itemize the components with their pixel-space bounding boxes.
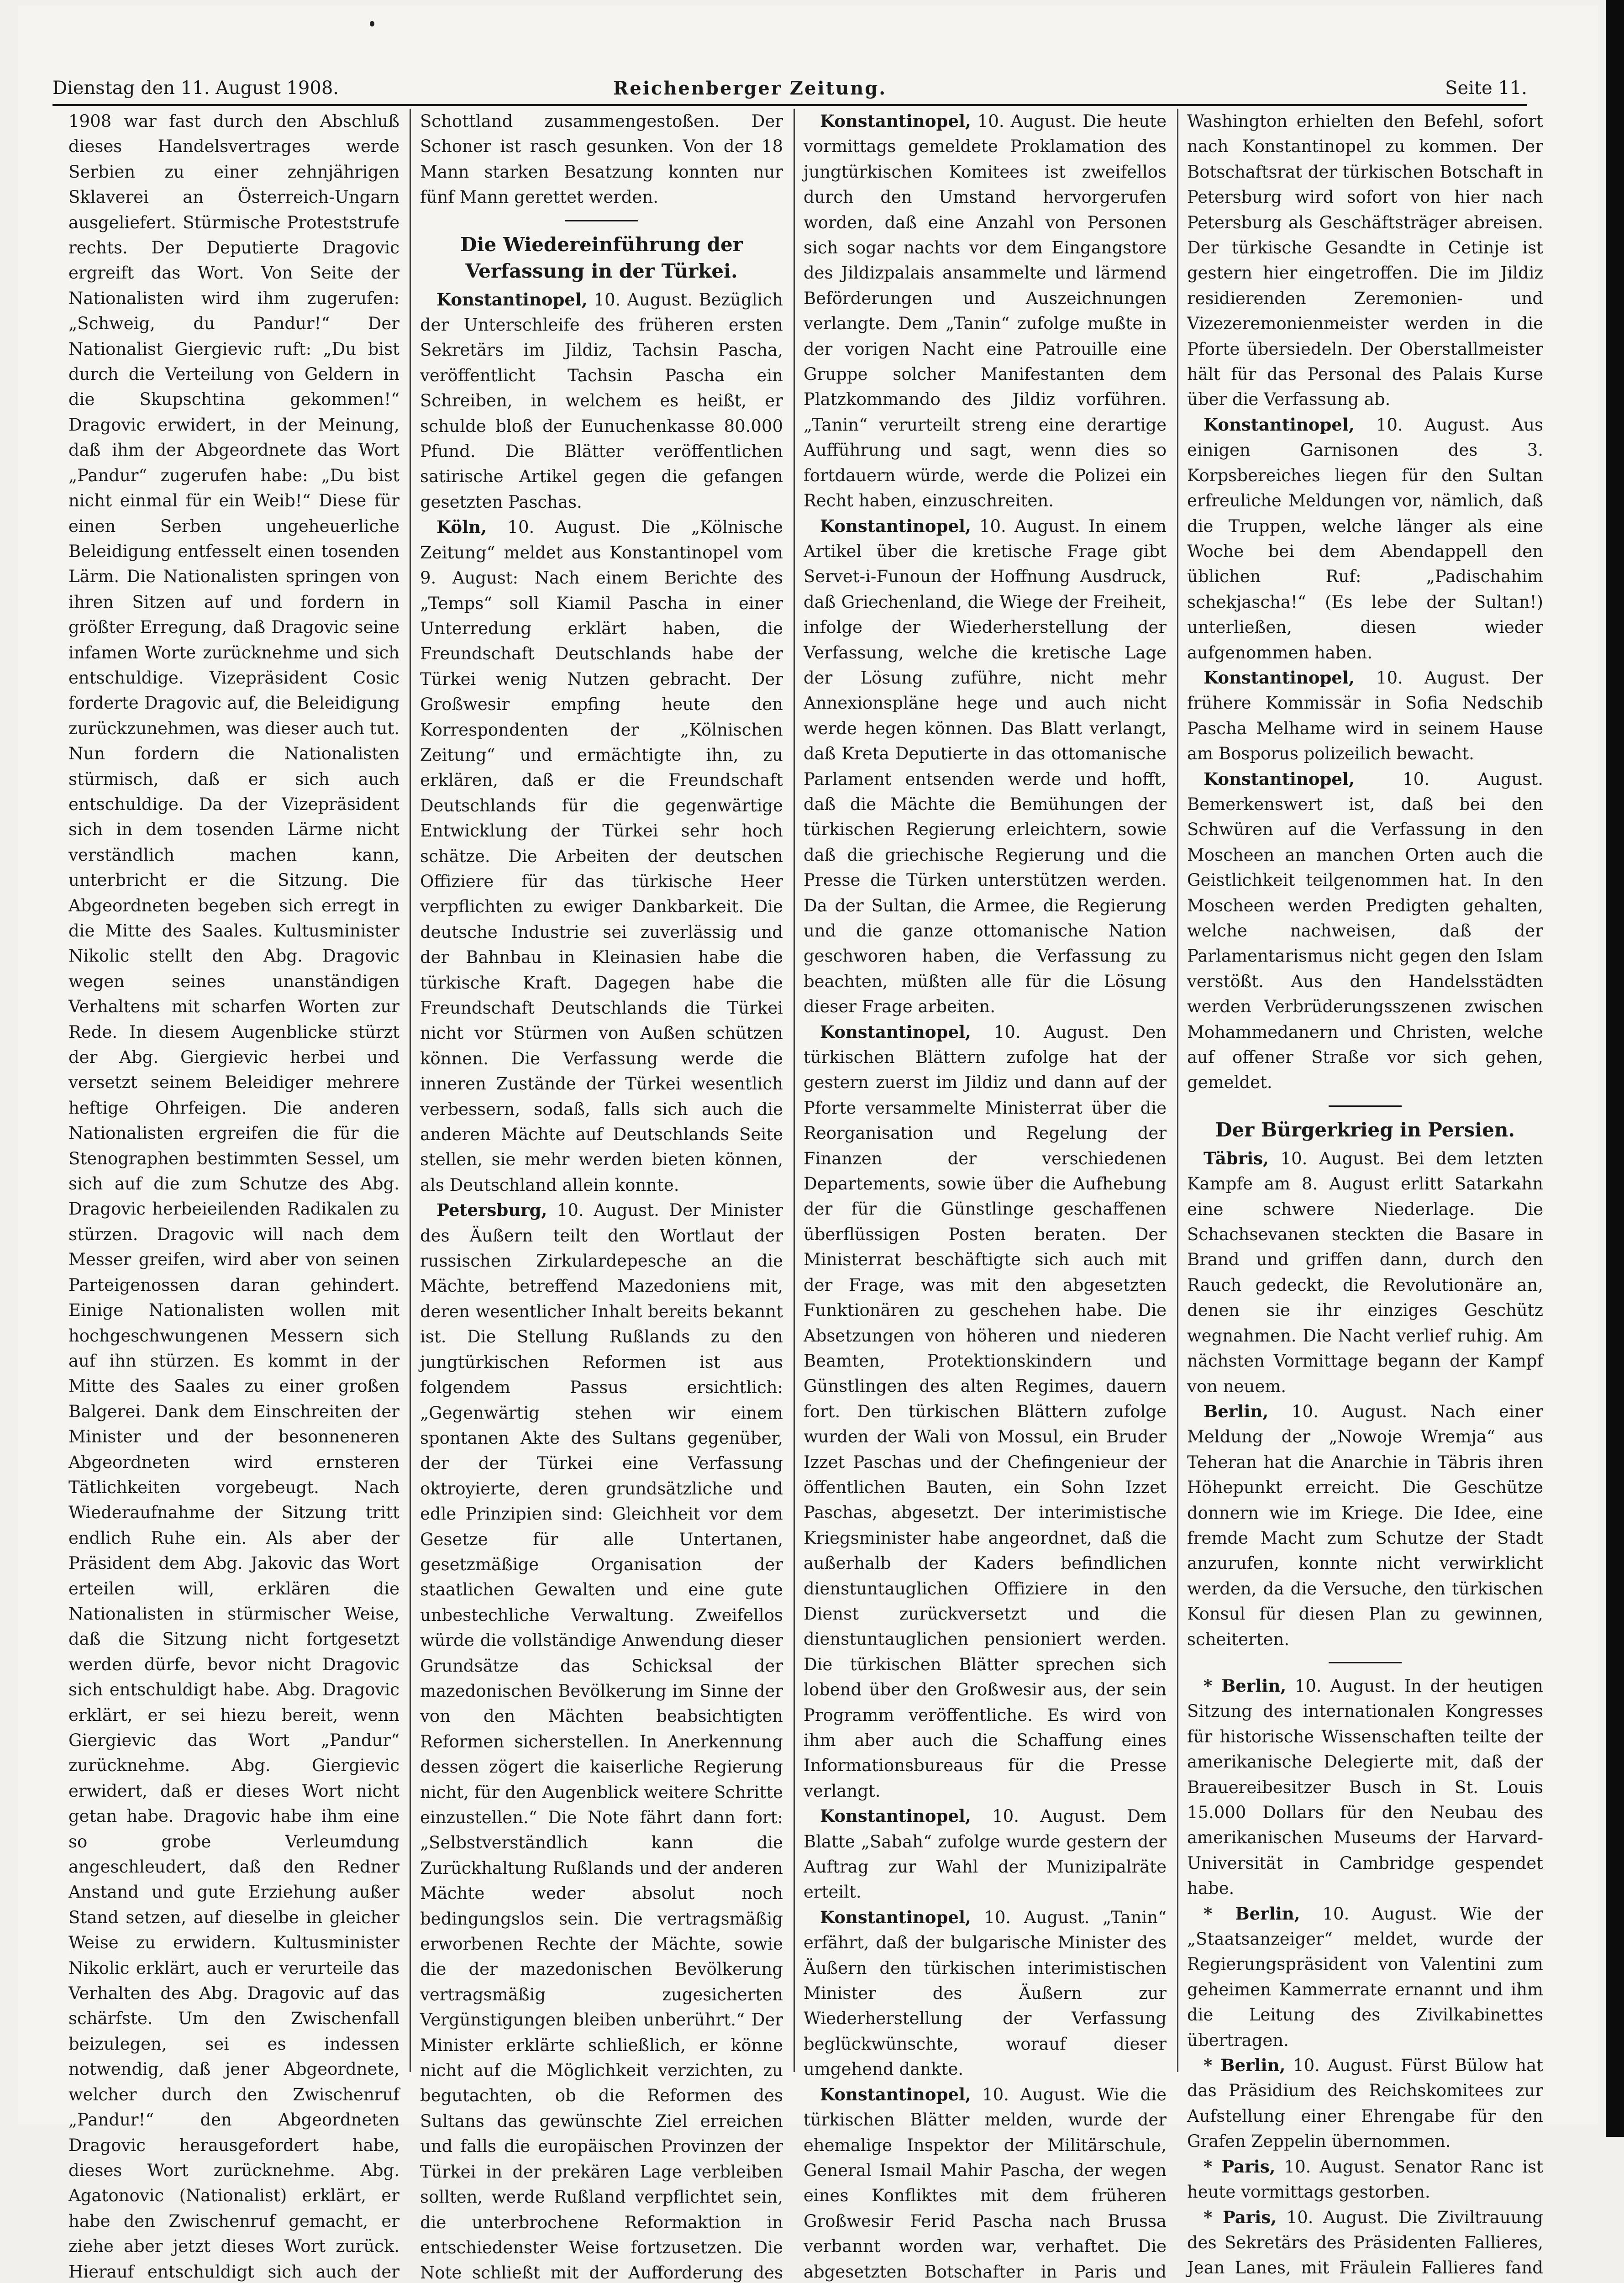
article-petersburg	[420, 1198, 783, 2283]
scan-speck	[370, 21, 374, 26]
scan-binding-edge	[1606, 0, 1624, 2137]
article-serbia-text: 1908 war fast durch den Abschluß dieses Handelsvertrages werde Serbien zu einer zehnjährigen Sklaverei an Österreich-Ungarn ausgeliefert. Stürmische Proteststrufe rechts. Der Deputierte Dragovic ergreift das Wort. Von Seite der Nationalisten wird ihm zugerufen: „Schweig, du Pandur!“ Der Nationalist Giergievic ruft: „Du bist durch die Verteilung von Geldern in die Skupschtina gekommen!“ Dragovic erwidert, in der Meinung, daß ihm der Abgeordnete das Wort „Pandur“ zugerufen habe: „Du bist nicht einmal für ein Weib!“ Diese für einen Serben ungeheuerliche Beleidigung entfesselt einen tosenden Lärm. Die Nationalisten springen von ihren Sitzen auf und fordern in größter Erregung, daß Dragovic seine infamen Worte zurücknehme und sich entschuldige. Vizepräsident Cosic forderte Dragovic auf, die Beleidigung zurückzunehmen, was dieser auch tut. Nun fordern die Nationalisten stürmisch, daß er sich auch entschuldige. Da der Vizepräsident sich in dem tosenden Lärme nicht verständlich machen kann, unterbricht er die Sitzung. Die Abgeordneten begeben sich erregt in die Mitte des Saales. Kultusminister Nikolic stellt den Abg. Dragovic wegen seines unanständigen Verhaltens mit scharfen Worten zur Rede. In diesem Augenblicke stürzt der Abg. Giergievic herbei und versetzt seinem Beleidiger mehrere heftige Ohrfeigen. Die anderen Nationalisten ergreifen die für die Stenographen bestimmten Sessel, um sich auf die zum Schutze des Abg. Dragovic herbeieilenden Radikalen zu stürzen. Dragovic will nach dem Messer greifen, wird aber von seinen Parteigenossen daran gehindert. Einige Nationalisten wollen mit hochgeschwungenen Messern sich auf ihn stürzen. Es kommt in der Mitte des Saales zu einer großen Balgerei. Dank dem Einschreiten der Minister und der besonneneren Abgeordneten wird ernsteren Tätlichkeiten vorgebeugt. Nach Wiederaufnahme der Sitzung tritt endlich Ruhe ein. Als aber der Präsident dem Abg. Jakovic das Wort erteilen will, erklären die Nationalisten in stürmischer Weise, daß die Sitzung nicht fortgesetzt werden dürfe, bevor nicht Dragovic sich entschuldigt habe. Abg. Dragovic erklärt, er sei hiezu bereit, wenn Giergievic das Wort „Pandur“ zurücknehme. Abg. Giergievic erwidert, daß er dieses Wort nicht getan habe. Dragovic habe ihm eine so grobe Verleumdung angeschleudert, daß den Redner Anstand und gute Erziehung außer Stand setzen, auf dieselbe in gleicher Weise zu erwidern. Kultusminister Nikolic erklärt, auch er verurteile das Verhalten des Abg. Dragovic auf das schärfste. Um den Zwischenfall beizulegen, sei es indessen notwendig, daß jener Abgeordnete, welcher durch den Zwischenruf „Pandur!“ den Abgeordneten Dragovic herausgefordert habe, dieses Wort zurücknehme. Abg. Agatonovic (Nationalist) erklärt, er habe den Zwischenruf gemacht, er ziehe aber jetzt dieses Wort zurück. Hierauf entschuldigt sich auch der	[68, 109, 399, 2283]
article-divider	[1329, 1662, 1402, 1663]
dateline-berlin: * Berlin,	[1204, 1904, 1300, 1924]
dateline-berlin: * Berlin,	[1204, 2055, 1285, 2075]
article-berlin-4	[1187, 2053, 1543, 2154]
article-k5	[804, 1804, 1167, 1905]
article-divider	[1329, 1105, 1402, 1107]
k3-text: 10. August. In einem Artikel über die kretische Frage gibt Servet-i-Funoun der Hoffnung Ausdruck, daß Griechenland, die Wiege der Freiheit, infolge der Wiederherstellung der Verfassung, welche die kretische Lage der Lösung zuführe, nicht mehr Annexionspläne hege und auch nicht werde hegen können. Das Blatt verlangt, daß Kreta Deputierte in das ottomanische Parlament entsenden werde und hofft, daß die Mächte die Bemühungen der türkischen Regierung erleichtern, sowie daß die griechische Regierung und die Presse die Türken unterstützen werden. Da der Sultan, die Armee, die Regierung und die ganze ottomanische Nation geschworen haben, die Verfassung zu beachten, müßten alle für die Lösung dieser Frage arbeiten.	[804, 516, 1167, 1017]
column-rule	[794, 109, 795, 2072]
berlin-3-text: 10. August. Wie der „Staatsanzeiger“ meldet, wurde der Regierungspräsident von Valentini zum geheimen Kammerrate ernannt und ihm die Leitung des Zivilkabinettes übertragen.	[1187, 1904, 1543, 2050]
dateline-konstantinopel: Konstantinopel,	[1204, 415, 1355, 435]
koeln-text: 10. August. Die „Kölnische Zeitung“ meldet aus Konstantinopel vom 9. August: Nach einem Berichte des „Temps“ soll Kiamil Pascha in einer Unterredung erklärt haben, die Freundschaft Deutschlands habe der Türkei wenig Nutzen gebracht. Der Großwesir empfing heute den Korrespondenten der „Kölnischen Zeitung“ und ermächtigte ihn, zu erklären, daß er die Freundschaft Deutschlands für die gegenwärtige Entwicklung der Türkei sehr hoch schätze. Die Arbeiten der deutschen Offiziere für das türkische Heer verpflichten zu ewiger Dankbarkeit. Die deutsche Industrie sei zuverlässig und der Bahnbau in Kleinasien habe die türkische Kraft. Dagegen habe die Freundschaft Deutschlands die Türkei nicht vor Stürmen von Außen schützen können. Die Verfassung werde die inneren Zustände der Türkei wesentlich verbessern, sodaß, falls sich auch die anderen Mächte auf Deutschlands Seite stellen, sie mehr werden bieten können, als Deutschland allein konnte.	[420, 517, 783, 1195]
column-rule	[1177, 109, 1178, 2072]
dateline-berlin: Berlin,	[1204, 1401, 1268, 1421]
dateline-konstantinopel: Konstantinopel,	[820, 1022, 971, 1042]
taebris-text: 10. August. Bei dem letzten Kampfe am 8. August erlitt Satarkahn eine schwere Niederlage. Die Schachsevanen steckten die Basare in Brand und griffen dann, durch den Rauch gedeckt, die Revolutionäre an, denen sie ihr einziges Geschütz wegnahmen. Die Nacht verlief ruhig. Am nächsten Vormittage begann der Kampf von neuem.	[1187, 1149, 1543, 1396]
dateline-taebris: Täbris,	[1204, 1148, 1269, 1168]
petersburg-text: 10. August. Der Minister des Äußern teilt den Wortlaut der russischen Zirkulardepesche an die Mächte, betreffend Mazedoniens mit, deren wesentlicher Inhalt bereits bekannt ist. Die Stellung Rußlands zu den jungtürkischen Reformen ist aus folgendem Passus ersichtlich: „Gegenwärtig stehen wir einem spontanen Akte des Sultans gegenüber, der der Türkei eine Verfassung oktroyierte, deren grundsätzliche und edle Prinzipien sind: Gleichheit vor dem Gesetze für alle Untertanen, gesetzmäßige Organisation der staatlichen Gewalten und eine gute unbestechliche Verwaltung. Zweifellos würde die vollständige Anwendung dieser Grundsätze das Schicksal der mazedonischen Bevölkerung im Sinne der von den Mächten beabsichtigten Reformen sicherstellen. In Anerkennung dessen zögert die kaiserliche Regierung nicht, für den Augenblick weitere Schritte einzustellen.“ Die Note fährt dann fort: „Selbstverständlich kann die Zurückhaltung Rußlands und der anderen Mächte weder absolut noch bedingungslos sein. Die vertragsmäßig erworbenen Rechte der Mächte, sowie die der mazedonischen Bevölkerung vertragsmäßig zugesicherten Vergünstigungen bleiben unberührt.“ Der Minister erklärte schließlich, er könne nicht auf die Möglichkeit verzichten, zu begutachten, ob die Reformen des Sultans das gewünschte Ziel erreichen und falls die europäischen Provinzen der Türkei in der prekären Lage verbleiben sollten, werde Rußland verpflichtet sein, die unterbrochene Reformaktion in entschiedenster Weise fortzusetzen. Die Note schließt mit der Aufforderung des	[420, 1200, 783, 2283]
article-paris-2	[1187, 2205, 1543, 2283]
dateline-koeln: Köln,	[436, 517, 487, 537]
header-paper-title: Reichenberger Zeitung.	[613, 78, 887, 99]
dateline-konstantinopel: Konstantinopel,	[820, 111, 971, 131]
berlin-4-text: 10. August. Fürst Bülow hat das Präsidium des Reichskomitees zur Aufstellung einer Ehrengabe für den Grafen Zeppelin übernommen.	[1187, 2056, 1543, 2151]
article-k3	[804, 514, 1167, 1020]
berlin-1-text: 10. August. Nach einer Meldung der „Nowoje Wremja“ aus Teheran hat die Anarchie in Täbris ihren Höhepunkt erreicht. Die Geschütze donnern wie im Kriege. Die Idee, eine fremde Macht zum Schutze der Stadt anzurufen, konnte nicht verwirklicht werden, da die Versuche, den türkischen Konsul für diesen Plan zu gewinnen, scheiterten.	[1187, 1402, 1543, 1649]
article-k9	[1187, 665, 1543, 767]
header-date: Dienstag den 11. August 1908.	[53, 78, 339, 99]
k8-text: 10. August. Aus einigen Garnisonen des 3. Korpsbereiches liegen für den Sultan erfreuliche Meldungen vor, nämlich, daß die Truppen, welche länger als eine Woche bei dem Abendappell den üblichen Ruf: „Padischahim schekjascha!“ (Es lebe der Sultan!) unterließen, diesen wieder aufgenommen haben.	[1187, 415, 1543, 663]
heading-tuerkei: Die Wiedereinführung der Verfassung in der Türkei.	[420, 231, 783, 284]
dateline-konstantinopel: Konstantinopel,	[820, 1806, 971, 1826]
heading-persien: Der Bürgerkrieg in Persien.	[1187, 1117, 1543, 1143]
dateline-konstantinopel: Konstantinopel,	[1204, 769, 1355, 789]
page-header	[53, 78, 1527, 105]
article-berlin-1	[1187, 1399, 1543, 1652]
berlin-2-text: 10. August. In der heutigen Sitzung des internationalen Kongresses für historische Wissenschaften teilte der amerikanische Delegierte mit, daß der Brauereibesitzer Busch in St. Louis 15.000 Dollars für den Neubau des amerikanischen Museums der Harvard-Universität in Cambridge gespendet habe.	[1187, 1676, 1543, 1898]
header-rule	[53, 104, 1527, 106]
dateline-paris: * Paris,	[1204, 2207, 1277, 2227]
article-k1	[420, 287, 783, 515]
column-rule	[410, 109, 411, 2072]
k10-text: 10. August. Bemerkenswert ist, daß bei den Schwüren auf die Verfassung in den Moscheen an manchen Orten auch die Geistlichkeit teilgenommen hat. In den Moscheen werden Predigten gehalten, welche nachweisen, daß der Parlamentarismus nicht gegen den Islam verstößt. Aus den Handelsstädten werden Verbrüderungsszenen zwischen Mohammedanern und Christen, welche auf offener Straße vor sich gehen, gemeldet.	[1187, 769, 1543, 1093]
article-koeln	[420, 515, 783, 1198]
article-taebris	[1187, 1146, 1543, 1399]
header-page-number: Seite 11.	[1445, 78, 1527, 99]
dateline-konstantinopel: Konstantinopel,	[1204, 668, 1355, 688]
article-k4	[804, 1020, 1167, 1804]
k5-text: 10. August. Dem Blatte „Sabah“ zufolge wurde gestern der Auftrag zur Wahl der Munizipalräte erteilt.	[804, 1806, 1167, 1902]
dateline-konstantinopel: Konstantinopel,	[820, 516, 971, 536]
article-k6	[804, 1905, 1167, 2082]
k9-text: 10. August. Der frühere Kommissär in Sofia Nedschib Pascha Melhame wird in seinem Hause am Bosporus polizeilich bewacht.	[1187, 668, 1543, 763]
column-2	[420, 109, 783, 2072]
k7-text: 10. August. Wie die türkischen Blätter melden, wurde der ehemalige Inspektor der Militärschule, General Ismail Mahir Pascha, der wegen eines Konfliktes mit dem früheren Großwesir Ferid Pascha nach Brussa verbannt worden war, verhaftet. Die abgesetzten Botschafter in Paris und	[804, 2085, 1167, 2283]
article-k7	[804, 2082, 1167, 2283]
dateline-konstantinopel: Konstantinopel,	[436, 289, 588, 310]
k2-text: 10. August. Die heute vormittags gemeldete Proklamation des jungtürkischen Komitees ist zweifellos durch den Umstand hervorgerufen worden, daß eine Anzahl von Personen sich sogar nachts vor dem Eingangstore des Jildizpalais ansammelte und lärmend Beförderungen und Auszeichnungen verlangte. Dem „Tanin“ zufolge mußte in der vorigen Nacht eine Patrouille eine Gruppe solcher Manifestanten dem Platzkommando des Jildiz vorführen. „Tanin“ verurteilt streng eine derartige Aufführung und sagt, wenn dies so fortdauern würde, werde die Polizei ein Recht haben, einzuschreiten.	[804, 111, 1167, 510]
dateline-paris: * Paris,	[1204, 2157, 1276, 2177]
paris-2-text: 10. August. Die Ziviltrauung des Sekretärs des Präsidenten Fallieres, Jean Lanes, mit Fräulein Fallieres fand	[1187, 2208, 1543, 2283]
column-4	[1187, 109, 1543, 2072]
dateline-berlin: * Berlin,	[1204, 1676, 1286, 1696]
k4-text: 10. August. Den türkischen Blättern zufolge hat der gestern zuerst im Jildiz und dann auf der Pforte versammelte Ministerrat über die Reorganisation und Regelung der Finanzen der verschiedenen Departements, sowie über die Aufhebung der für die Günstlinge geschaffenen überflüssigen Posten beraten. Der Ministerrat beschäftigte sich auch mit der Frage, was mit den abgesetzten Funktionären zu geschehen habe. Die Absetzungen von höheren und niederen Beamten, Protektionskindern und Günstlingen des alten Regimes, dauern fort. Den türkischen Blättern zufolge wurden der Wali von Mossul, ein Bruder Izzet Paschas und der Chefingenieur der öffentlichen Bauten, ein Sohn Izzet Paschas, abgesetzt. Der interimistische Kriegsminister habe angeordnet, daß die außerhalb der Kaders befindlichen dienstuntauglichen Offiziere in den Dienst zurückversetzt und die dienstuntauglichen pensioniert werden. Die türkischen Blätter sprechen sich lobend über den Großwesir aus, der sein Programm veröffentliche. Es wird von ihm aber auch die Schaffung eines Informationsbureaus für die Presse verlangt.	[804, 1022, 1167, 1801]
paris-1-text: 10. August. Senator Ranc ist heute vormittags gestorben.	[1187, 2157, 1543, 2202]
article-k10	[1187, 767, 1543, 1095]
k7-continued: Washington erhielten den Befehl, sofort nach Konstantinopel zu kommen. Der Botschaftsrat der türkischen Botschaft in Petersburg wird sofort von hier nach Petersburg als Geschäftsträger abreisen. Der türkische Gesandte in Cetinje ist gestern hier eingetroffen. Die im Jildiz residierenden Zeremonien- und Vizezeremonienmeister werden in die Pforte übersiedeln. Der Oberstallmeister hält für das Personal des Palais Kurse über die Verfassung ab.	[1187, 109, 1543, 412]
dateline-konstantinopel: Konstantinopel,	[820, 2084, 971, 2104]
article-k2	[804, 109, 1167, 514]
k1-text: 10. August. Bezüglich der Unterschleife des früheren ersten Sekretärs im Jildiz, Tachsin Pascha, veröffentlicht Tachsin Pascha ein Schreiben, in welchem es heißt, er schulde bloß der Eunuchenkasse 80.000 Pfund. Die Blätter veröffentlichen satirische Artikel gegen die gefangen gesetzten Paschas.	[420, 290, 783, 512]
column-3	[804, 109, 1167, 2072]
k6-text: 10. August. „Tanin“ erfährt, daß der bulgarische Minister des Äußern den türkischen interimistischen Minister des Äußern zur Wiederherstellung der Verfassung beglückwünschte, worauf dieser umgehend dankte.	[804, 1908, 1167, 2079]
article-k8	[1187, 412, 1543, 665]
article-berlin-2	[1187, 1673, 1543, 1901]
dateline-petersburg: Petersburg,	[436, 1200, 547, 1220]
article-berlin-3	[1187, 1901, 1543, 2053]
article-divider	[565, 220, 638, 221]
schiff-continued: Schottland zusammengestoßen. Der Schoner ist rasch gesunken. Von der 18 Mann starken Besatzung konnten nur fünf Mann gerettet werden.	[420, 109, 783, 210]
column-1	[68, 109, 399, 2072]
article-paris-1	[1187, 2154, 1543, 2205]
dateline-konstantinopel: Konstantinopel,	[820, 1907, 971, 1927]
